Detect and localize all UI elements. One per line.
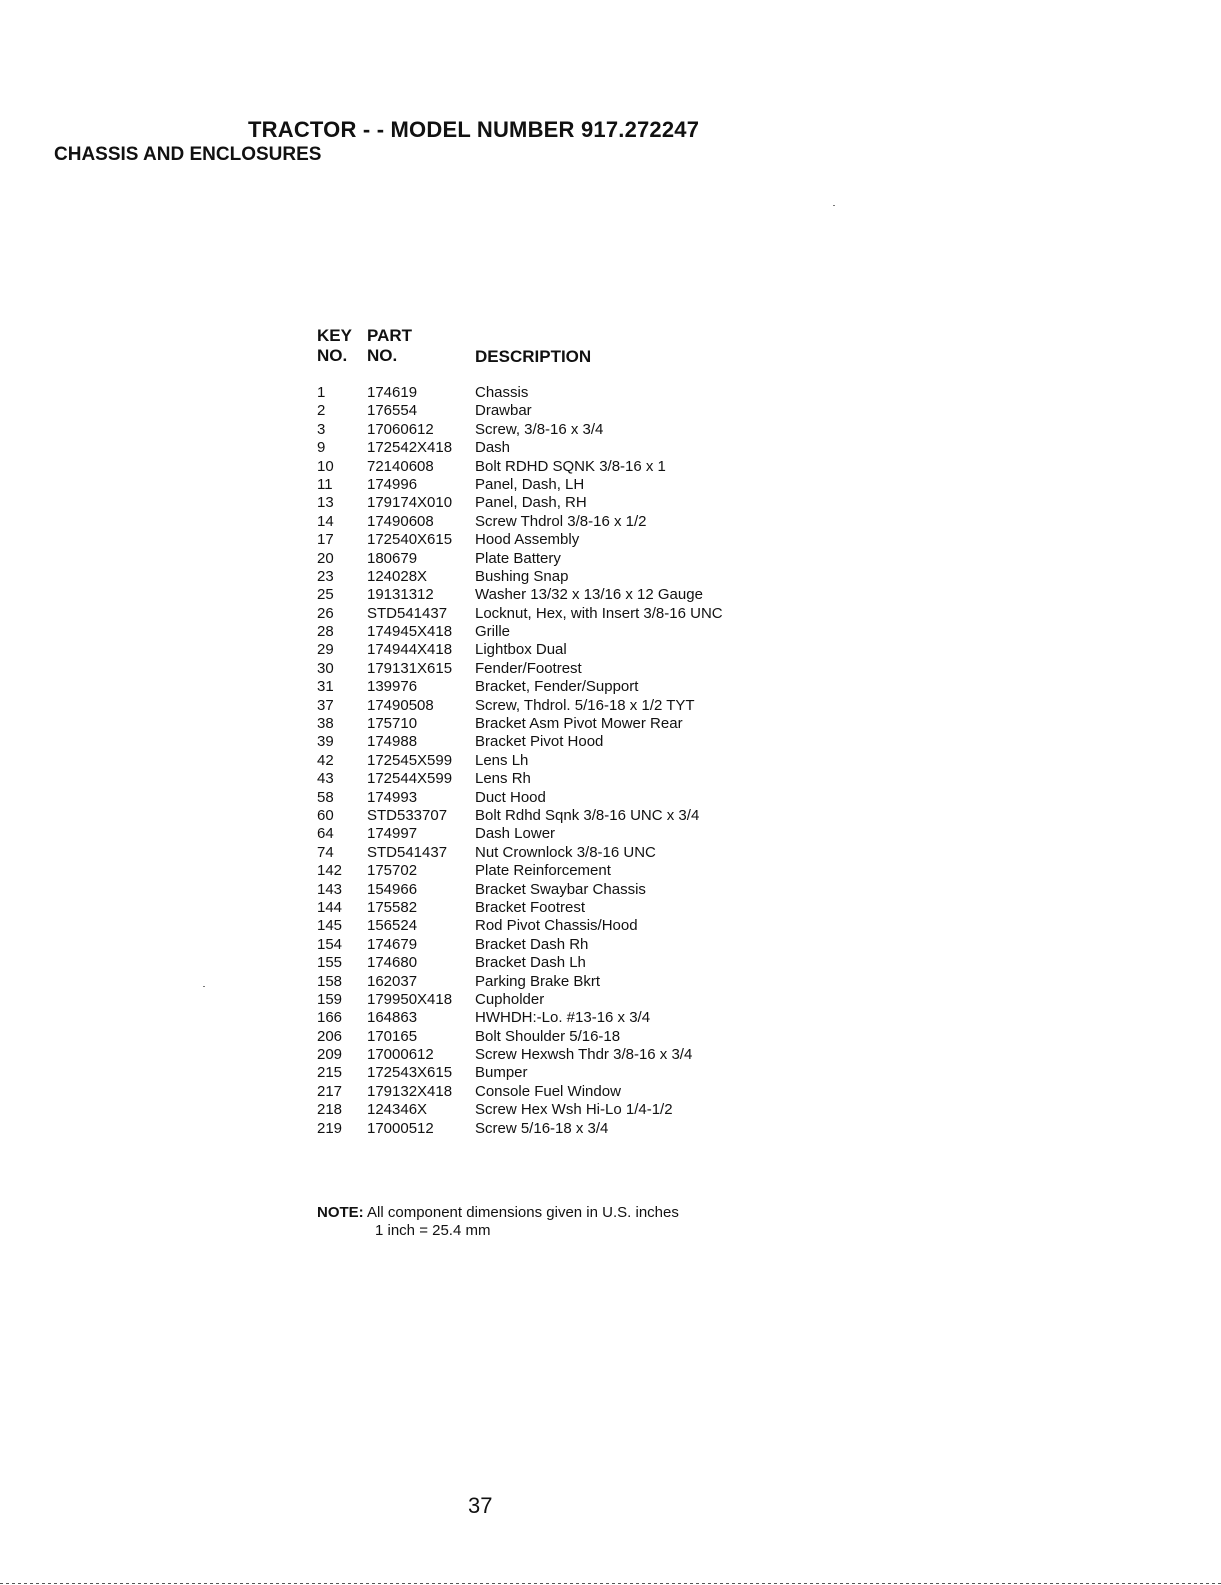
- note: [317, 1204, 679, 1239]
- description-cell: Bolt Shoulder 5/16-18: [475, 1027, 621, 1045]
- description-cell: Washer 13/32 x 13/16 x 12 Gauge: [475, 586, 703, 604]
- part-no-cell: 172542X418: [367, 439, 453, 457]
- key-no-cell: 42: [317, 751, 334, 769]
- description-cell: Grille: [475, 623, 511, 641]
- part-no-cell: 175582: [367, 898, 418, 916]
- table-row: [317, 1064, 837, 1082]
- description-cell: Bracket Dash Lh: [475, 954, 586, 972]
- key-no-cell: 3: [317, 420, 326, 438]
- part-no-cell: 172545X599: [367, 751, 453, 769]
- description-cell: Parking Brake Bkrt: [475, 972, 601, 990]
- description-cell: Lens Lh: [475, 751, 529, 769]
- table-row: [317, 1101, 837, 1119]
- description-cell: Screw, 3/8-16 x 3/4: [475, 420, 604, 438]
- description-cell: Bracket Swaybar Chassis: [475, 880, 646, 898]
- key-no-cell: 215: [317, 1064, 343, 1082]
- part-no-cell: 17060612: [367, 420, 434, 438]
- description-cell: Screw 5/16-18 x 3/4: [475, 1119, 609, 1137]
- part-no-cell: 139976: [367, 678, 418, 696]
- description-cell: Screw, Thdrol. 5/16-18 x 1/2 TYT: [475, 696, 695, 714]
- key-no-cell: 58: [317, 788, 334, 806]
- key-no-cell: 9: [317, 439, 326, 457]
- table-row: [317, 421, 837, 439]
- key-no-cell: 23: [317, 567, 334, 585]
- key-no-cell: 206: [317, 1027, 343, 1045]
- description-cell: Console Fuel Window: [475, 1082, 621, 1100]
- key-no-cell: 159: [317, 990, 343, 1008]
- description-cell: Bolt Rdhd Sqnk 3/8-16 UNC x 3/4: [475, 806, 700, 824]
- part-no-cell: 124346X: [367, 1101, 428, 1119]
- key-no-cell: 13: [317, 494, 334, 512]
- table-row: [317, 531, 837, 549]
- key-no-cell: 14: [317, 512, 334, 530]
- key-no-cell: 29: [317, 641, 334, 659]
- key-no-cell: 20: [317, 549, 334, 567]
- key-no-cell: 145: [317, 917, 343, 935]
- key-no-cell: 10: [317, 457, 334, 475]
- table-row: [317, 881, 837, 899]
- table-row: [317, 1009, 837, 1027]
- part-no-cell: 174619: [367, 384, 418, 401]
- description-cell: Screw Hex Wsh Hi-Lo 1/4-1/2: [475, 1101, 673, 1119]
- part-no-cell: 19131312: [367, 586, 434, 604]
- key-no-cell: 28: [317, 623, 334, 641]
- key-no-cell: 142: [317, 862, 343, 880]
- part-no-cell: 174679: [367, 935, 418, 953]
- scan-edge-line: [0, 1583, 1221, 1584]
- part-no-cell: 172540X615: [367, 531, 453, 549]
- description-cell: Plate Reinforcement: [475, 862, 611, 880]
- table-row: [317, 494, 837, 512]
- table-row: [317, 623, 837, 641]
- description-cell: Bushing Snap: [475, 567, 569, 585]
- table-row: [317, 844, 837, 862]
- part-no-cell: 174945X418: [367, 623, 453, 641]
- parts-list: [317, 384, 837, 1138]
- part-no-cell: 179174X010: [367, 494, 453, 512]
- table-row: [317, 384, 837, 402]
- description-cell: Locknut, Hex, with Insert 3/8-16 UNC: [475, 604, 723, 622]
- description-cell: Hood Assembly: [475, 531, 580, 549]
- description-cell: Duct Hood: [475, 788, 546, 806]
- table-row: [317, 660, 837, 678]
- part-no-cell: 180679: [367, 549, 418, 567]
- header-key-no: [317, 326, 352, 366]
- header-key-line2: NO.: [317, 346, 348, 365]
- table-row: [317, 586, 837, 604]
- description-cell: Bracket Asm Pivot Mower Rear: [475, 715, 683, 733]
- table-row: [317, 789, 837, 807]
- description-cell: Bracket Dash Rh: [475, 935, 589, 953]
- table-row: [317, 733, 837, 751]
- table-row: [317, 1028, 837, 1046]
- table-row: [317, 825, 837, 843]
- part-no-cell: 154966: [367, 880, 418, 898]
- note-line2: 1 inch = 25.4 mm: [375, 1222, 491, 1239]
- description-cell: HWHDH:-Lo. #13-16 x 3/4: [475, 1009, 651, 1027]
- table-row: [317, 936, 837, 954]
- key-no-cell: 11: [317, 475, 333, 493]
- key-no-cell: 26: [317, 604, 334, 622]
- key-no-cell: 155: [317, 954, 343, 972]
- key-no-cell: 31: [317, 678, 334, 696]
- table-row: [317, 513, 837, 531]
- description-cell: Bracket Footrest: [475, 898, 586, 916]
- part-no-cell: 179131X615: [367, 659, 453, 677]
- description-cell: Screw Thdrol 3/8-16 x 1/2: [475, 512, 647, 530]
- description-cell: Bolt RDHD SQNK 3/8-16 x 1: [475, 457, 666, 475]
- table-row: [317, 1083, 837, 1101]
- table-row: [317, 568, 837, 586]
- description-cell: Bracket, Fender/Support: [475, 678, 639, 696]
- part-no-cell: 162037: [367, 972, 418, 990]
- description-cell: Fender/Footrest: [475, 659, 582, 677]
- key-no-cell: 143: [317, 880, 343, 898]
- header-part-line2: NO.: [367, 346, 398, 365]
- key-no-cell: 30: [317, 659, 334, 677]
- part-no-cell: 170165: [367, 1027, 418, 1045]
- key-no-cell: 144: [317, 898, 343, 916]
- table-row: [317, 476, 837, 494]
- part-no-cell: 172543X615: [367, 1064, 453, 1082]
- page-title: TRACTOR - - MODEL NUMBER 917.272247: [248, 117, 700, 142]
- part-no-cell: 174680: [367, 954, 418, 972]
- table-row: [317, 641, 837, 659]
- table-row: [317, 899, 837, 917]
- key-no-cell: 43: [317, 770, 334, 788]
- key-no-cell: 37: [317, 696, 334, 714]
- description-cell: Cupholder: [475, 990, 545, 1008]
- key-no-cell: 64: [317, 825, 334, 843]
- table-row: [317, 678, 837, 696]
- header-part-no: [367, 326, 412, 366]
- part-no-cell: 175702: [367, 862, 418, 880]
- part-no-cell: 174997: [367, 825, 418, 843]
- part-no-cell: 179132X418: [367, 1082, 453, 1100]
- table-row: [317, 697, 837, 715]
- description-cell: Lens Rh: [475, 770, 531, 788]
- part-no-cell: 17000612: [367, 1046, 434, 1064]
- part-no-cell: 17490608: [367, 512, 434, 530]
- description-cell: Drawbar: [475, 402, 532, 420]
- key-no-cell: 217: [317, 1082, 343, 1100]
- part-no-cell: STD541437: [367, 604, 448, 622]
- description-cell: Chassis: [475, 384, 529, 401]
- part-no-cell: 179950X418: [367, 990, 453, 1008]
- table-row: [317, 862, 837, 880]
- header-key-line1: KEY: [317, 326, 352, 345]
- table-row: [317, 991, 837, 1009]
- table-row: [317, 1120, 837, 1138]
- description-cell: Plate Battery: [475, 549, 561, 567]
- key-no-cell: 60: [317, 806, 334, 824]
- key-no-cell: 154: [317, 935, 343, 953]
- description-cell: Panel, Dash, RH: [475, 494, 587, 512]
- header-part-line1: PART: [367, 326, 413, 345]
- table-row: [317, 752, 837, 770]
- table-row: [317, 550, 837, 568]
- key-no-cell: 158: [317, 972, 343, 990]
- page-number: 37: [468, 1493, 493, 1518]
- table-row: [317, 807, 837, 825]
- key-no-cell: 74: [317, 843, 334, 861]
- scan-speck: [203, 986, 205, 987]
- description-cell: Nut Crownlock 3/8-16 UNC: [475, 843, 656, 861]
- description-cell: Dash: [475, 439, 511, 457]
- key-no-cell: 219: [317, 1119, 343, 1137]
- part-no-cell: 17490508: [367, 696, 434, 714]
- part-no-cell: 174996: [367, 475, 418, 493]
- note-label: NOTE:: [317, 1204, 364, 1221]
- description-cell: Rod Pivot Chassis/Hood: [475, 917, 638, 935]
- part-no-cell: 124028X: [367, 567, 428, 585]
- part-no-cell: 176554: [367, 402, 418, 420]
- description-cell: Bracket Pivot Hood: [475, 733, 604, 751]
- table-row: [317, 458, 837, 476]
- note-line1: All component dimensions given in U.S. inches: [367, 1204, 679, 1221]
- part-no-cell: 156524: [367, 917, 418, 935]
- key-no-cell: 25: [317, 586, 334, 604]
- description-cell: Dash Lower: [475, 825, 556, 843]
- table-row: [317, 954, 837, 972]
- scan-speck: [833, 205, 835, 206]
- table-row: [317, 715, 837, 733]
- table-row: [317, 770, 837, 788]
- table-row: [317, 917, 837, 935]
- part-no-cell: 174993: [367, 788, 418, 806]
- header-description: DESCRIPTION: [475, 347, 592, 366]
- key-no-cell: 17: [317, 531, 334, 549]
- description-cell: Bumper: [475, 1064, 528, 1082]
- key-no-cell: 39: [317, 733, 334, 751]
- part-no-cell: STD533707: [367, 806, 448, 824]
- part-no-cell: 172544X599: [367, 770, 453, 788]
- section-title: CHASSIS AND ENCLOSURES: [54, 144, 322, 165]
- key-no-cell: 2: [317, 402, 326, 420]
- description-cell: Screw Hexwsh Thdr 3/8-16 x 3/4: [475, 1046, 693, 1064]
- part-no-cell: STD541437: [367, 843, 448, 861]
- table-row: [317, 402, 837, 420]
- part-no-cell: 17000512: [367, 1119, 434, 1137]
- key-no-cell: 209: [317, 1046, 343, 1064]
- key-no-cell: 1: [317, 384, 326, 401]
- table-row: [317, 1046, 837, 1064]
- key-no-cell: 38: [317, 715, 334, 733]
- part-no-cell: 175710: [367, 715, 418, 733]
- table-row: [317, 973, 837, 991]
- key-no-cell: 166: [317, 1009, 343, 1027]
- table-header: [317, 326, 817, 370]
- part-no-cell: 174944X418: [367, 641, 453, 659]
- part-no-cell: 72140608: [367, 457, 434, 475]
- description-cell: Panel, Dash, LH: [475, 475, 585, 493]
- table-row: [317, 605, 837, 623]
- description-cell: Lightbox Dual: [475, 641, 567, 659]
- part-no-cell: 164863: [367, 1009, 418, 1027]
- table-row: [317, 439, 837, 457]
- part-no-cell: 174988: [367, 733, 418, 751]
- key-no-cell: 218: [317, 1101, 343, 1119]
